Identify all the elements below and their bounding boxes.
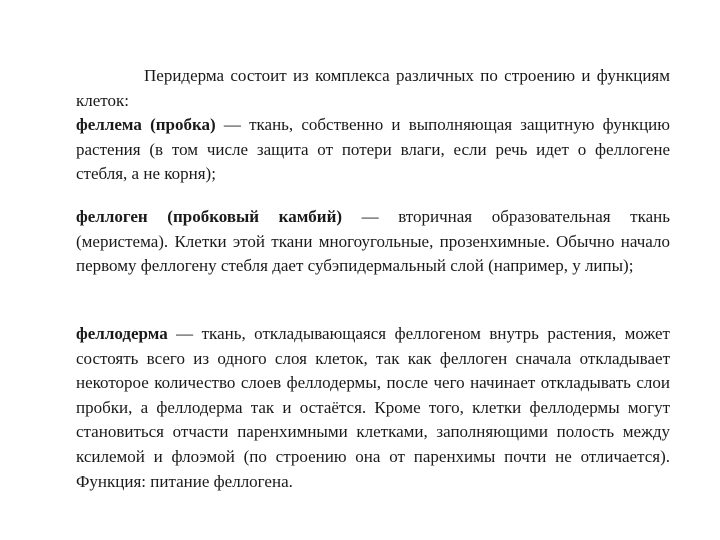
phellogen-definition: — вторичная образовательная ткань (меристема). Клетки этой ткани многоугольные, прозенхимные. Обычно начало первому феллогену стебля дает субэпидермальный слой (например, у липы); xyxy=(76,207,670,276)
phelloderm-term: феллодерма xyxy=(76,324,168,343)
intro-paragraph: Перидерма состоит из комплекса различных по строению и функциям клеток: xyxy=(76,66,670,110)
phellem-term: феллема (пробка) xyxy=(76,115,216,134)
phellem-definition: — ткань, собственно и выполняющая защитную функцию растения (в том числе защита от потери влаги, если речь идет о феллогене стебля, а не корня); xyxy=(76,115,670,184)
phelloderm-paragraph xyxy=(76,322,670,494)
phellogen-paragraph xyxy=(76,205,670,279)
phelloderm-definition: — ткань, откладывающаяся феллогеном внутрь растения, может состоять всего из одного слоя клеток, так как феллоген сначала откладывает некоторое количество слоев феллодермы, после чего начинает откладывать слои пробки, а феллодерма так и остаётся. Кроме того, клетки феллодермы могут становиться отчасти паренхимными клетками, заполняющими полость между ксилемой и флоэмой (по строению она от паренхимы почти не отличается). Функция: питание феллогена. xyxy=(76,324,670,491)
phellem-paragraph xyxy=(76,113,670,187)
phellogen-term: феллоген (пробковый камбий) xyxy=(76,207,343,226)
